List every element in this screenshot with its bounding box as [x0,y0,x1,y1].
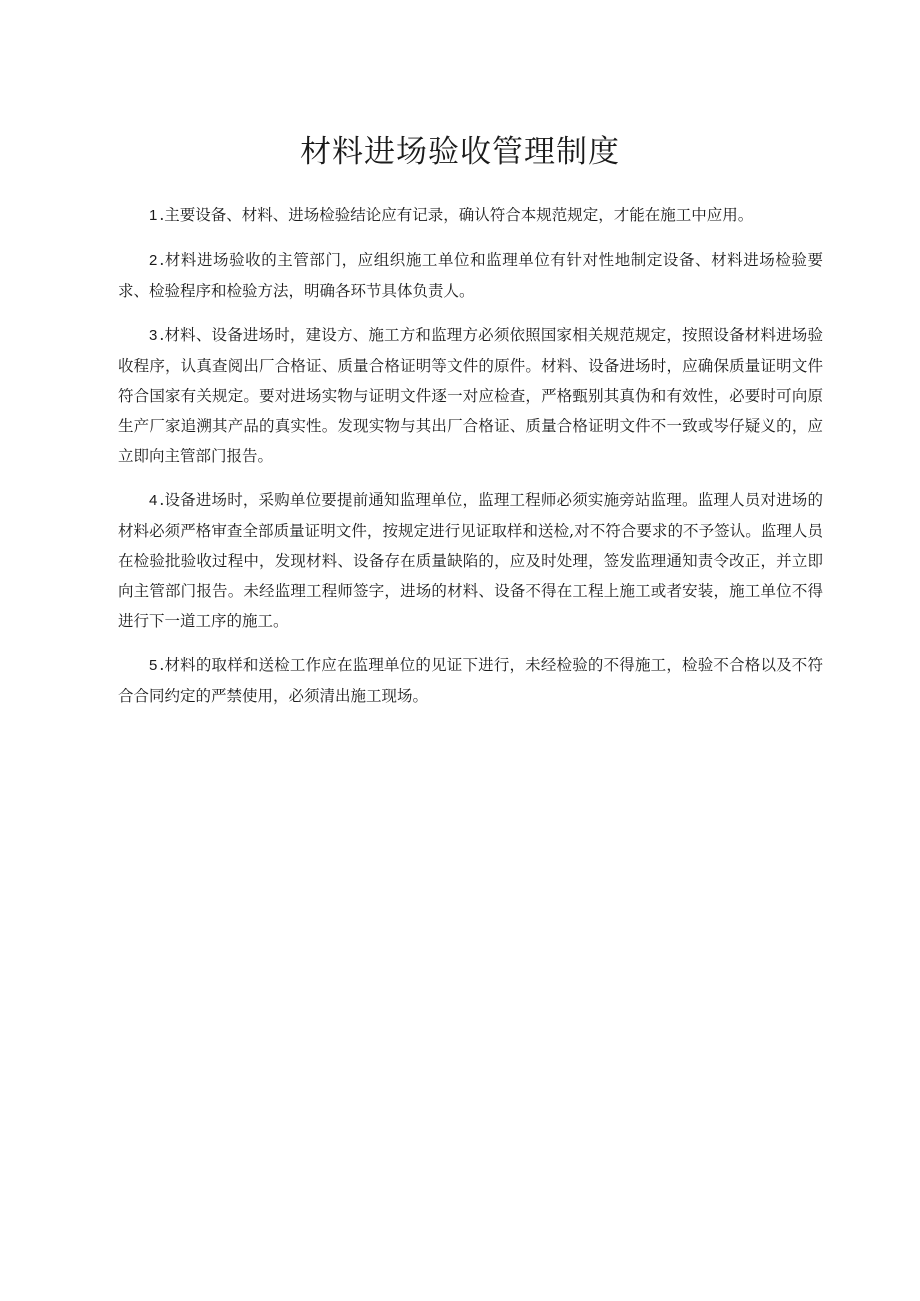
clause-5 [118,650,823,711]
document-body [118,200,823,725]
clause-number: 3 [149,327,158,344]
clause-number: 5 [149,657,158,674]
clause-text: .材料、设备进场时，建设方、施工方和监理方必须依照国家相关规范规定，按照设备材料进场验收程序，认真查阅出厂合格证、质量合格证明等文件的原件。材料、设备进场时，应确保质量证明文件符合国家有关规定。要对进场实物与证明文件逐一对应检查，严格甄别其真伪和有效性，必要时可向原生产厂家追溯其产品的真实性。发现实物与其出厂合格证、质量合格证明文件不一致或岑仔疑义的，应立即向主管部门报告。 [118,326,823,465]
document-title: 材料进场验收管理制度 [300,134,620,170]
clause-text: .设备进场时，采购单位要提前通知监理单位，监理工程师必须实施旁站监理。监理人员对进场的材料必须严格审查全部质量证明文件，按规定进行见证取样和送检,对不符合要求的不予签认。监理人员在检验批验收过程中，发现材料、设备存在质量缺陷的，应及时处理，签发监理通知责令改正，并立即向主管部门报告。未经监理工程师签字，进场的材料、设备不得在工程上施工或者安装，施工单位不得进行下一道工序的施工。 [118,491,823,630]
clause-text: .材料的取样和送检工作应在监理单位的见证下进行，未经检验的不得施工，检验不合格以及不符合合同约定的严禁使用，必须清出施工现场。 [118,656,823,705]
clause-1 [118,200,823,231]
clause-text: .材料进场验收的主管部门，应组织施工单位和监理单位有针对性地制定设备、材料进场检验要求、检验程序和检验方法，明确各环节具体负责人。 [118,251,823,300]
clause-text: .主要设备、材料、进场检验结论应有记录，确认符合本规范规定，才能在施工中应用。 [159,206,754,224]
clause-number: 1 [149,207,158,224]
clause-number: 2 [149,252,158,269]
clause-4 [118,485,823,636]
clause-3 [118,320,823,471]
clause-number: 4 [149,492,158,509]
clause-2 [118,245,823,306]
